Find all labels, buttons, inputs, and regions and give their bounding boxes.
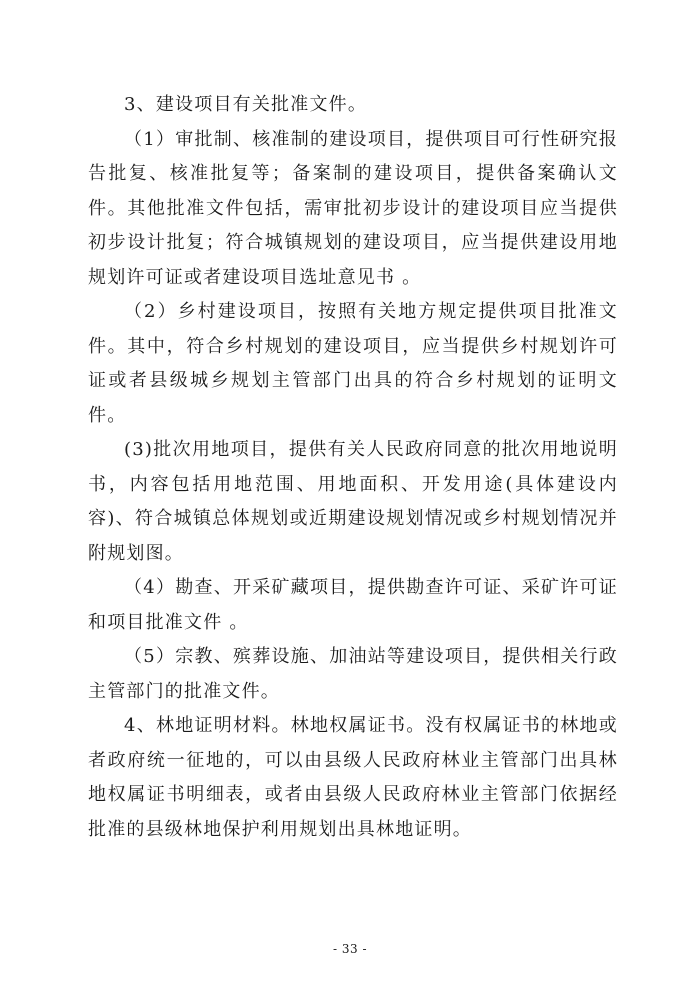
paragraph-section-4: 4、林地证明材料。林地权属证书。没有权属证书的林地或者政府统一征地的，可以由县级人民政府林业主管部门出具林地权属证书明细表，或者由县级人民政府林业主管部门依据经批准的县级林地保护利用规划出具林地证明。 xyxy=(88,715,618,840)
paragraph-item-3: (3)批次用地项目，提供有关人民政府同意的批次用地说明书，内容包括用地范围、用地面积、开发用途(具体建设内容)、符合城镇总体规划或近期建设规划情况或乡村规划情况并附规划图。 xyxy=(88,439,618,564)
paragraph-item-2: （2）乡村建设项目，按照有关地方规定提供项目批准文件。其中，符合乡村规划的建设项目，应当提供乡村规划许可证或者县级城乡规划主管部门出具的符合乡村规划的证明文件。 xyxy=(88,301,618,426)
paragraph-item-4: （4）勘查、开采矿藏项目，提供勘查许可证、采矿许可证和项目批准文件 。 xyxy=(88,577,618,633)
page-number: - 33 - xyxy=(332,942,367,956)
paragraph-section-3-heading: 3、建设项目有关批准文件。 xyxy=(124,94,368,115)
paragraph-item-1: （1）审批制、核准制的建设项目，提供项目可行性研究报告批复、核准批复等；备案制的建设项目，提供备案确认文件。其他批准文件包括，需审批初步设计的建设项目应当提供初步设计批复；符合城镇规划的建设项目，应当提供建设用地规划许可证或者建设项目选址意见书 。 xyxy=(88,128,618,288)
page-body xyxy=(88,88,618,847)
paragraph-item-5: （5）宗教、殡葬设施、加油站等建设项目，提供相关行政主管部门的批准文件。 xyxy=(88,646,618,702)
